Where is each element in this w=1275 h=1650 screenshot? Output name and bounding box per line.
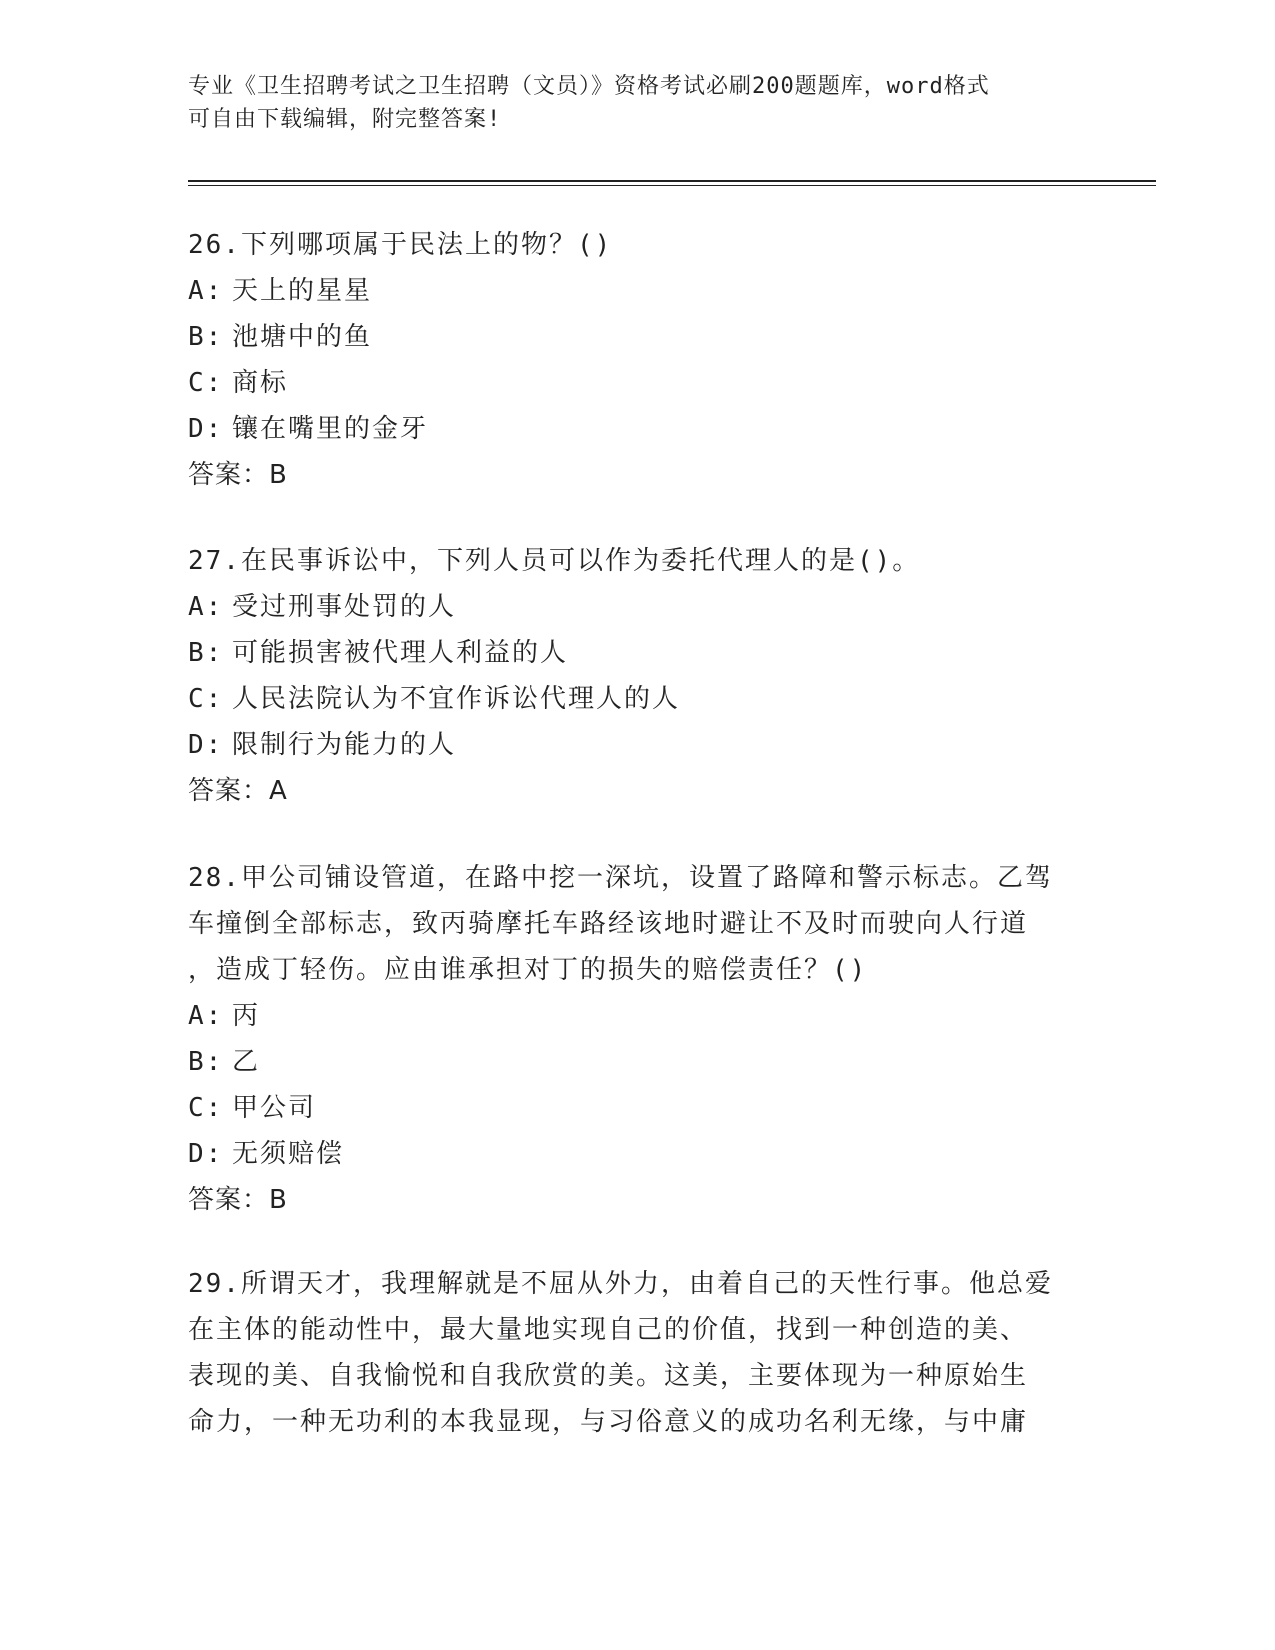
option-c	[188, 676, 1088, 722]
question-stem: 26.下列哪项属于民法上的物？()	[188, 230, 613, 260]
option-key: C:	[188, 368, 224, 398]
option-key: B:	[188, 1047, 224, 1077]
option-a	[188, 584, 1088, 630]
option-d	[188, 406, 1088, 452]
option-text: 可能损害被代理人利益的人	[232, 638, 569, 668]
option-key: A:	[188, 592, 224, 622]
option-d	[188, 1131, 1088, 1177]
header-rule-thin	[188, 185, 1156, 186]
option-b	[188, 1039, 1088, 1085]
question-26	[188, 222, 1088, 498]
question-stem-line: 29.所谓天才，我理解就是不屈从外力，由着自己的天性行事。他总爱	[188, 1269, 1053, 1299]
option-key: B:	[188, 638, 224, 668]
option-key: A:	[188, 1001, 224, 1031]
option-b	[188, 314, 1088, 360]
option-key: D:	[188, 1139, 224, 1169]
question-stem-line: 28.甲公司铺设管道，在路中挖一深坑，设置了路障和警示标志。乙驾	[188, 863, 1053, 893]
option-c	[188, 1085, 1088, 1131]
option-b	[188, 630, 1088, 676]
option-key: B:	[188, 322, 224, 352]
header-line-1: 专业《卫生招聘考试之卫生招聘（文员）》资格考试必刷200题题库，word格式	[188, 74, 990, 99]
option-text: 镶在嘴里的金牙	[232, 414, 429, 444]
question-stem-line: 命力，一种无功利的本我显现，与习俗意义的成功名利无缘，与中庸	[188, 1407, 1029, 1437]
option-a	[188, 268, 1088, 314]
option-a	[188, 993, 1088, 1039]
question-28	[188, 855, 1088, 1223]
option-text: 商标	[232, 368, 289, 398]
question-stem-line: 车撞倒全部标志，致丙骑摩托车路经该地时避让不及时而驶向人行道	[188, 909, 1029, 939]
question-27	[188, 538, 1088, 814]
answer: 答案：B	[188, 1185, 288, 1215]
question-stem-line: 表现的美、自我愉悦和自我欣赏的美。这美，主要体现为一种原始生	[188, 1361, 1029, 1391]
option-text: 乙	[232, 1047, 261, 1077]
option-text: 无须赔偿	[232, 1139, 345, 1169]
option-text: 天上的星星	[232, 276, 373, 306]
header-line-2: 可自由下载编辑，附完整答案!	[188, 107, 502, 132]
option-key: C:	[188, 1093, 224, 1123]
option-key: D:	[188, 414, 224, 444]
question-stem: 27.在民事诉讼中，下列人员可以作为委托代理人的是()。	[188, 546, 921, 576]
option-text: 人民法院认为不宜作诉讼代理人的人	[232, 684, 681, 714]
document-header	[188, 70, 1068, 136]
option-d	[188, 722, 1088, 768]
answer: 答案：A	[188, 776, 288, 806]
answer: 答案：B	[188, 460, 288, 490]
option-key: A:	[188, 276, 224, 306]
question-29	[188, 1261, 1088, 1445]
option-key: C:	[188, 684, 224, 714]
option-text: 池塘中的鱼	[232, 322, 373, 352]
header-rule-thick	[188, 180, 1156, 182]
option-c	[188, 360, 1088, 406]
option-text: 受过刑事处罚的人	[232, 592, 457, 622]
question-stem-line: 在主体的能动性中，最大量地实现自己的价值，找到一种创造的美、	[188, 1315, 1029, 1345]
option-text: 丙	[232, 1001, 261, 1031]
question-stem-line: ，造成丁轻伤。应由谁承担对丁的损失的赔偿责任？()	[188, 955, 868, 985]
option-text: 甲公司	[232, 1093, 317, 1123]
option-key: D:	[188, 730, 224, 760]
option-text: 限制行为能力的人	[232, 730, 457, 760]
